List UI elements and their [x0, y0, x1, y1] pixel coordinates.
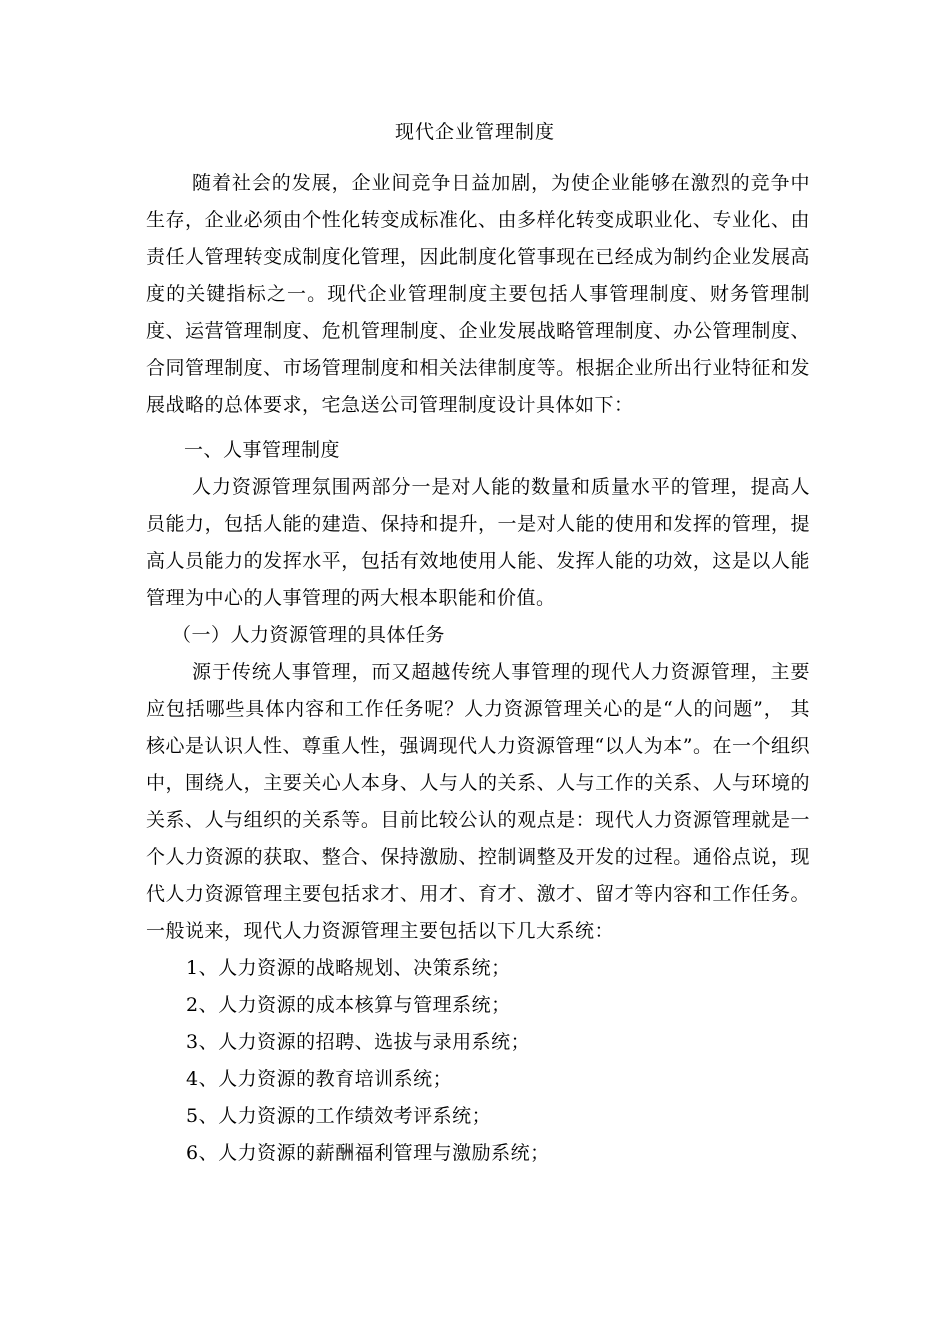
list-item: 1、人力资源的战略规划、决策系统； — [186, 957, 511, 979]
list-item: 6、人力资源的薪酬福利管理与激励系统； — [186, 1142, 550, 1164]
document-title: 现代企业管理制度 — [394, 121, 555, 143]
list-item: 2、人力资源的成本核算与管理系统； — [186, 994, 511, 1016]
hr-tasks-paragraph: 源于传统人事管理，而又超越传统人事管理的现代人力资源管理，主要应包括哪些具体内容和工作任务呢？人力资源管理关心的是“人的问题”， 其核心是认识人性、尊重人性，强调现代人力资源管理“以人为本”。在一个组织中，围绕人，主要关心人本身、人与人的关系、人与工作的关系、人与环境的关系、人与组织的关系等。目前比较公认的观点是：现代人力资源管理就是一个人力资源的获取、整合、保持激励、控制调整及开发的过程。通俗点说，现代人力资源管理主要包括求才、用才、育才、激才、留才等内容和工作任务。一般说来，现代人力资源管理主要包括以下几大系统： — [146, 661, 810, 942]
list-item: 3、人力资源的招聘、选拔与录用系统； — [186, 1031, 531, 1053]
personnel-paragraph: 人力资源管理氛围两部分一是对人能的数量和质量水平的管理，提高人员能力，包括人能的建造、保持和提升，一是对人能的使用和发挥的管理，提高人员能力的发挥水平，包括有效地使用人能、发挥人能的功效，这是以人能管理为中心的人事管理的两大根本职能和价值。 — [146, 476, 810, 609]
list-item: 4、人力资源的教育培训系统； — [186, 1068, 453, 1090]
list-item: 5、人力资源的工作绩效考评系统； — [186, 1105, 492, 1127]
document-body — [146, 165, 810, 1172]
intro-paragraph: 随着社会的发展，企业间竞争日益加剧，为使企业能够在激烈的竞争中生存，企业必须由个性化转变成标准化、由多样化转变成职业化、专业化、由责任人管理转变成制度化管理，因此制度化管事现在已经成为制约企业发展高度的关键指标之一。现代企业管理制度主要包括人事管理制度、财务管理制度、运营管理制度、危机管理制度、企业发展战略管理制度、办公管理制度、合同管理制度、市场管理制度和相关法律制度等。根据企业所出行业特征和发展战略的总体要求，宅急送公司管理制度设计具体如下： — [146, 172, 810, 416]
subsection-heading-hr-tasks: （一）人力资源管理的具体任务 — [172, 624, 446, 646]
section-heading-personnel: 一、人事管理制度 — [184, 439, 341, 461]
